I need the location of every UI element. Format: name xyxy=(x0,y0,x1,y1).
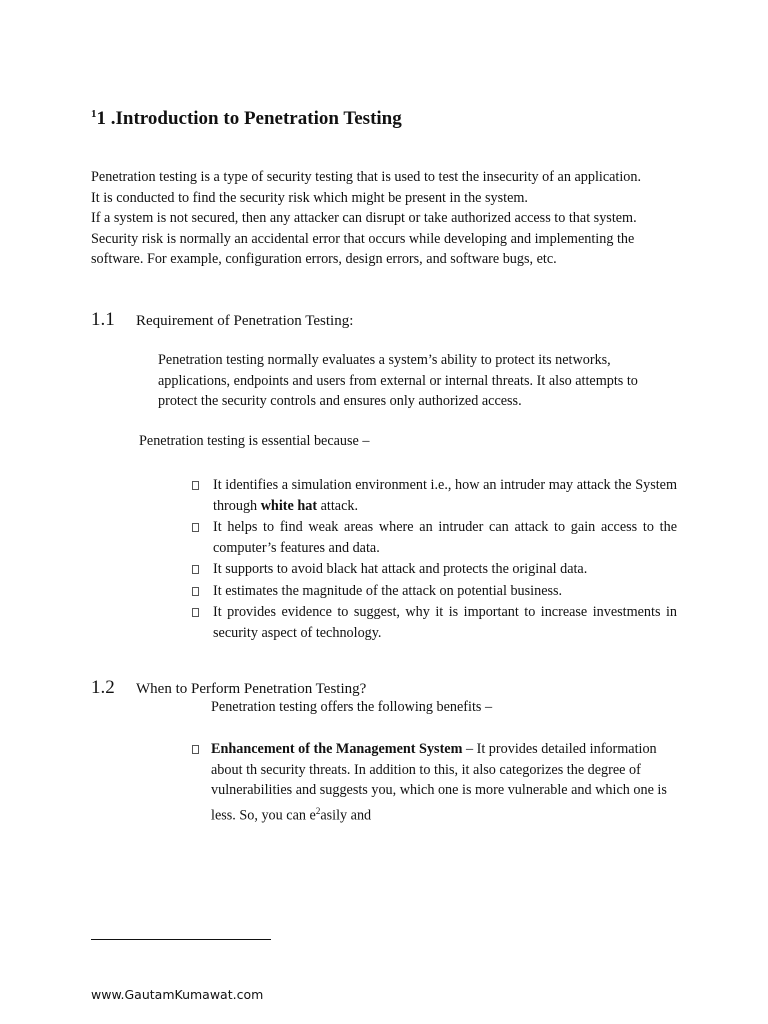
bullet-text: It helps to find weak areas where an intruder can attack to gain access to the computer’s features and data. xyxy=(213,519,677,556)
benefits-intro: Penetration testing offers the following benefits – xyxy=(211,699,493,715)
intro-line: It is conducted to find the security risk which might be present in the system. xyxy=(91,189,528,206)
bullet-box-icon xyxy=(192,608,199,617)
section-number: 1.1 xyxy=(91,309,115,330)
bullet-bold-text: white hat xyxy=(260,497,318,514)
benefit-bold-title: Enhancement of the Management System xyxy=(211,741,463,757)
footnote-marker: 1 xyxy=(91,108,97,120)
bullet-box-icon xyxy=(192,565,199,574)
section-heading-1-2 xyxy=(91,673,366,700)
benefit-dash: – xyxy=(462,741,477,757)
essential-intro: Penetration testing is essential because – xyxy=(139,433,370,449)
list-item xyxy=(192,559,677,580)
bullet-text-end: attack. xyxy=(317,497,359,514)
section-heading-1-1 xyxy=(91,305,353,332)
bullet-text: It provides evidence to suggest, why it is important to increase investments in security aspect of technology. xyxy=(213,604,677,641)
list-item xyxy=(192,475,677,516)
requirement-line: applications, endpoints and users from external or internal threats. It also attempts to xyxy=(158,372,638,389)
intro-line: If a system is not secured, then any attacker can disrupt or take authorized access to that system. xyxy=(91,210,637,226)
section-title: When to Perform Penetration Testing? xyxy=(136,681,367,697)
intro-line: Penetration testing is a type of security testing that is used to test the insecurity of an application. xyxy=(91,169,642,185)
footer-url: www.GautamKumawat.com xyxy=(91,987,264,1002)
list-item xyxy=(192,517,677,558)
list-item xyxy=(192,739,677,826)
requirement-paragraph xyxy=(158,350,677,412)
bullet-box-icon xyxy=(192,523,199,532)
bullet-text: It estimates the magnitude of the attack on potential business. xyxy=(213,582,563,599)
section-number: 1.2 xyxy=(91,677,115,698)
bullet-text: It supports to avoid black hat attack and protects the original data. xyxy=(213,561,588,577)
bullet-box-icon xyxy=(192,587,199,596)
list-item xyxy=(192,581,677,602)
benefit-list xyxy=(192,739,677,826)
requirement-line: protect the security controls and ensures only authorized access. xyxy=(158,393,522,409)
section-title: Requirement of Penetration Testing: xyxy=(136,313,354,329)
benefit-superscript: 2 xyxy=(315,805,321,816)
intro-line: Security risk is normally an accidental error that occurs while developing and implementing the xyxy=(91,230,635,247)
bullet-box-icon xyxy=(192,481,199,490)
benefit-text-end: asily and xyxy=(320,807,372,824)
list-item xyxy=(192,602,677,643)
intro-line: software. For example, configuration errors, design errors, and software bugs, etc. xyxy=(91,251,557,267)
title-text: 1 .Introduction to Penetration Testing xyxy=(96,108,402,129)
bullet-box-icon xyxy=(192,745,199,754)
requirement-line: Penetration testing normally evaluates a system’s ability to protect its networks, xyxy=(158,352,611,368)
essential-bullet-list xyxy=(192,475,677,644)
benefit-text: It provides detailed information about th security threats. In addition to this, it also categorizes the degree of vulnerabilities and suggests you, which one is more vulnerable and which one is less. So, you can e xyxy=(211,741,667,824)
bullet-text: It identifies a simulation environment i.e., how an intruder may attack the System through xyxy=(213,477,677,514)
intro-paragraph xyxy=(91,167,677,270)
footnote-separator xyxy=(91,939,271,940)
page-title xyxy=(91,108,402,130)
